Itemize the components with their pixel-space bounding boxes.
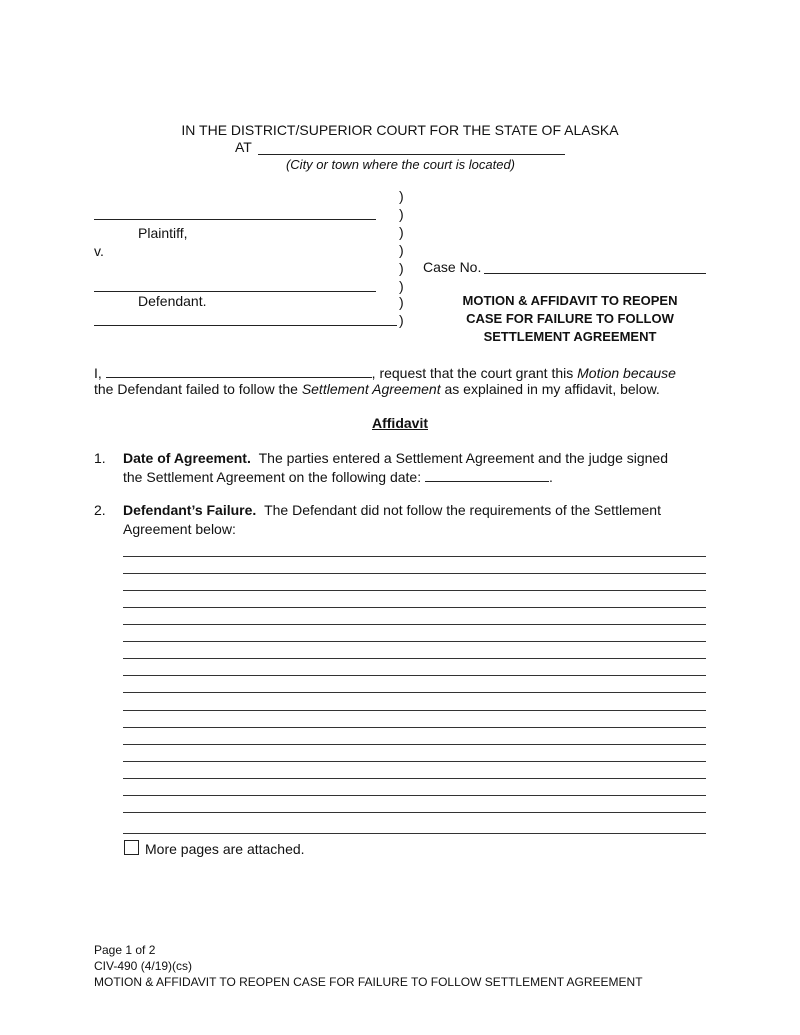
intro-prefix: I,	[94, 365, 102, 381]
caption-paren: )	[399, 206, 404, 222]
case-no-label: Case No.	[423, 259, 482, 275]
case-no-line[interactable]	[484, 273, 706, 274]
writing-line[interactable]	[123, 761, 706, 762]
court-location-line[interactable]	[258, 154, 565, 155]
writing-line[interactable]	[123, 812, 706, 813]
item-2-line-2: Agreement below:	[123, 521, 236, 537]
writing-line[interactable]	[123, 590, 706, 591]
form-title-line-2: CASE FOR FAILURE TO FOLLOW	[466, 311, 674, 326]
item-2-text: The Defendant did not follow the requirements of the Settlement	[264, 502, 661, 518]
item-2-title: Defendant’s Failure.	[123, 502, 257, 518]
defendant-address-line[interactable]	[94, 325, 397, 326]
versus-label: v.	[94, 243, 104, 259]
writing-line[interactable]	[123, 692, 706, 693]
intro-text: the Defendant failed to follow the	[94, 381, 302, 397]
intro-italic: Motion because	[577, 365, 676, 381]
footer-form-id: CIV-490 (4/19)(cs)	[94, 959, 193, 973]
writing-line[interactable]	[123, 795, 706, 796]
form-title-line-1: MOTION & AFFIDAVIT TO REOPEN	[462, 293, 678, 308]
agreement-date-line[interactable]	[425, 467, 549, 482]
writing-line[interactable]	[123, 607, 706, 608]
item-1-number: 1.	[94, 450, 106, 466]
at-label: AT	[235, 139, 252, 155]
writing-line[interactable]	[123, 778, 706, 779]
form-title-line-3: SETTLEMENT AGREEMENT	[483, 329, 657, 344]
caption-paren: )	[399, 294, 404, 310]
plaintiff-label: Plaintiff,	[138, 225, 188, 241]
intro-text: , request that the court grant this	[371, 365, 578, 381]
writing-line[interactable]	[123, 624, 706, 625]
caption-paren: )	[399, 312, 404, 328]
more-pages-label: More pages are attached.	[145, 841, 305, 857]
footer-form-title: MOTION & AFFIDAVIT TO REOPEN CASE FOR FAILURE TO FOLLOW SETTLEMENT AGREEMENT	[94, 975, 643, 989]
caption-paren: )	[399, 188, 404, 204]
defendant-label: Defendant.	[138, 293, 207, 309]
item-1-text: The parties entered a Settlement Agreement and the judge signed	[258, 450, 669, 466]
court-title: IN THE DISTRICT/SUPERIOR COURT FOR THE STATE OF ALASKA	[181, 122, 619, 138]
item-2-number: 2.	[94, 502, 106, 518]
writing-line[interactable]	[123, 658, 706, 659]
more-pages-checkbox[interactable]	[124, 840, 139, 855]
item-2-line-1	[123, 502, 661, 518]
writing-line[interactable]	[123, 833, 706, 834]
writing-line[interactable]	[123, 710, 706, 711]
defendant-name-line[interactable]	[94, 291, 376, 292]
intro-line-2	[94, 381, 660, 397]
writing-line[interactable]	[123, 641, 706, 642]
caption-paren: )	[399, 278, 404, 294]
intro-line-1	[94, 363, 676, 381]
item-1-line-1	[123, 450, 668, 466]
intro-text: as explained in my affidavit, below.	[440, 381, 660, 397]
caption-paren: )	[399, 260, 404, 276]
court-location-hint: (City or town where the court is located)	[285, 157, 516, 172]
footer-page-number: Page 1 of 2	[94, 943, 156, 957]
item-1-suffix: .	[548, 469, 553, 485]
item-1-text: the Settlement Agreement on the following date:	[123, 469, 422, 485]
item-1-title: Date of Agreement.	[123, 450, 251, 466]
item-1-line-2	[123, 467, 553, 485]
caption-paren: )	[399, 224, 404, 240]
writing-line[interactable]	[123, 744, 706, 745]
plaintiff-name-line[interactable]	[94, 219, 376, 220]
caption-paren: )	[399, 242, 404, 258]
intro-italic: Settlement Agreement	[301, 381, 441, 397]
affidavit-heading: Affidavit	[372, 415, 428, 431]
writing-line[interactable]	[123, 675, 706, 676]
writing-line[interactable]	[123, 573, 706, 574]
writing-line[interactable]	[123, 556, 706, 557]
requester-name-line[interactable]	[106, 363, 372, 378]
writing-line[interactable]	[123, 727, 706, 728]
